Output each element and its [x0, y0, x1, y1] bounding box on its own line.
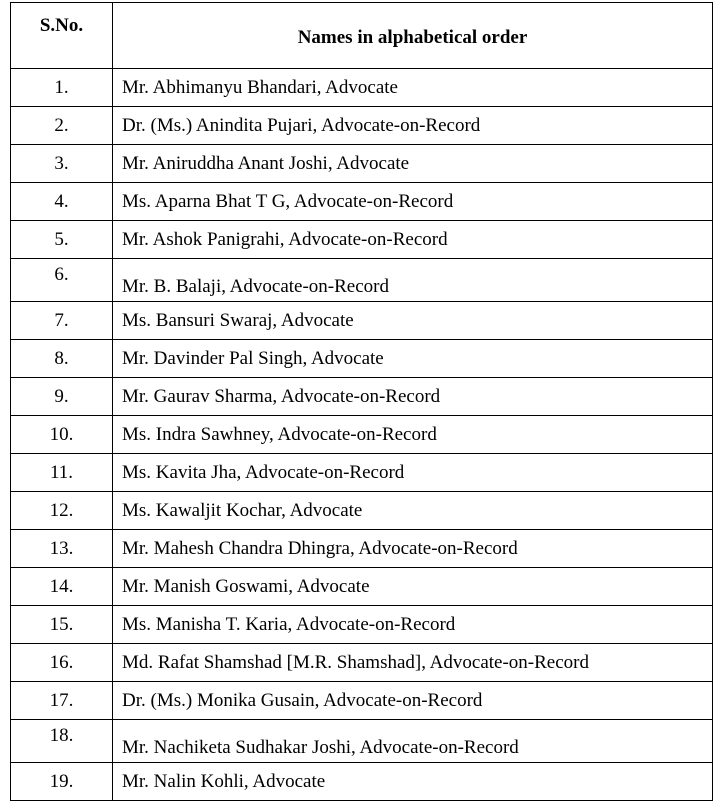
row-name: Ms. Kavita Jha, Advocate-on-Record — [113, 454, 713, 492]
row-name: Mr. Gaurav Sharma, Advocate-on-Record — [113, 378, 713, 416]
table-row — [11, 302, 713, 340]
row-number: 19. — [11, 763, 113, 801]
advocates-table — [10, 2, 713, 801]
table-row — [11, 720, 713, 763]
row-name: Mr. Abhimanyu Bhandari, Advocate — [113, 69, 713, 107]
row-number: 10. — [11, 416, 113, 454]
row-number: 13. — [11, 530, 113, 568]
row-number: 15. — [11, 606, 113, 644]
row-name: Mr. Aniruddha Anant Joshi, Advocate — [113, 145, 713, 183]
table-row — [11, 183, 713, 221]
row-number: 7. — [11, 302, 113, 340]
header-names: Names in alphabetical order — [113, 3, 713, 69]
table-row — [11, 763, 713, 801]
table-row — [11, 644, 713, 682]
header-sno: S.No. — [11, 3, 113, 69]
row-name: Mr. Mahesh Chandra Dhingra, Advocate-on-Record — [113, 530, 713, 568]
row-name: Ms. Aparna Bhat T G, Advocate-on-Record — [113, 183, 713, 221]
row-name: Mr. Nalin Kohli, Advocate — [113, 763, 713, 801]
table-row — [11, 568, 713, 606]
row-name: Mr. Davinder Pal Singh, Advocate — [113, 340, 713, 378]
table-row — [11, 107, 713, 145]
row-number: 18. — [11, 720, 113, 763]
table-row — [11, 606, 713, 644]
table-row — [11, 221, 713, 259]
row-name: Dr. (Ms.) Anindita Pujari, Advocate-on-Record — [113, 107, 713, 145]
row-number: 17. — [11, 682, 113, 720]
row-name: Ms. Bansuri Swaraj, Advocate — [113, 302, 713, 340]
row-number: 3. — [11, 145, 113, 183]
table-row — [11, 454, 713, 492]
row-name: Mr. Manish Goswami, Advocate — [113, 568, 713, 606]
table-row — [11, 530, 713, 568]
row-number: 5. — [11, 221, 113, 259]
table-row — [11, 416, 713, 454]
table-row — [11, 145, 713, 183]
row-number: 9. — [11, 378, 113, 416]
row-name: Ms. Manisha T. Karia, Advocate-on-Record — [113, 606, 713, 644]
row-name: Mr. B. Balaji, Advocate-on-Record — [113, 259, 713, 302]
row-name: Md. Rafat Shamshad [M.R. Shamshad], Advocate-on-Record — [113, 644, 713, 682]
row-number: 6. — [11, 259, 113, 302]
row-number: 8. — [11, 340, 113, 378]
row-number: 16. — [11, 644, 113, 682]
header-row — [11, 3, 713, 69]
row-number: 11. — [11, 454, 113, 492]
table-row — [11, 378, 713, 416]
table-row — [11, 259, 713, 302]
table-row — [11, 69, 713, 107]
row-name: Ms. Indra Sawhney, Advocate-on-Record — [113, 416, 713, 454]
row-number: 14. — [11, 568, 113, 606]
row-number: 4. — [11, 183, 113, 221]
row-name: Mr. Nachiketa Sudhakar Joshi, Advocate-on-Record — [113, 720, 713, 763]
row-name: Mr. Ashok Panigrahi, Advocate-on-Record — [113, 221, 713, 259]
row-name: Dr. (Ms.) Monika Gusain, Advocate-on-Record — [113, 682, 713, 720]
row-number: 1. — [11, 69, 113, 107]
row-number: 12. — [11, 492, 113, 530]
table-row — [11, 492, 713, 530]
row-number: 2. — [11, 107, 113, 145]
table-row — [11, 682, 713, 720]
table-row — [11, 340, 713, 378]
row-name: Ms. Kawaljit Kochar, Advocate — [113, 492, 713, 530]
